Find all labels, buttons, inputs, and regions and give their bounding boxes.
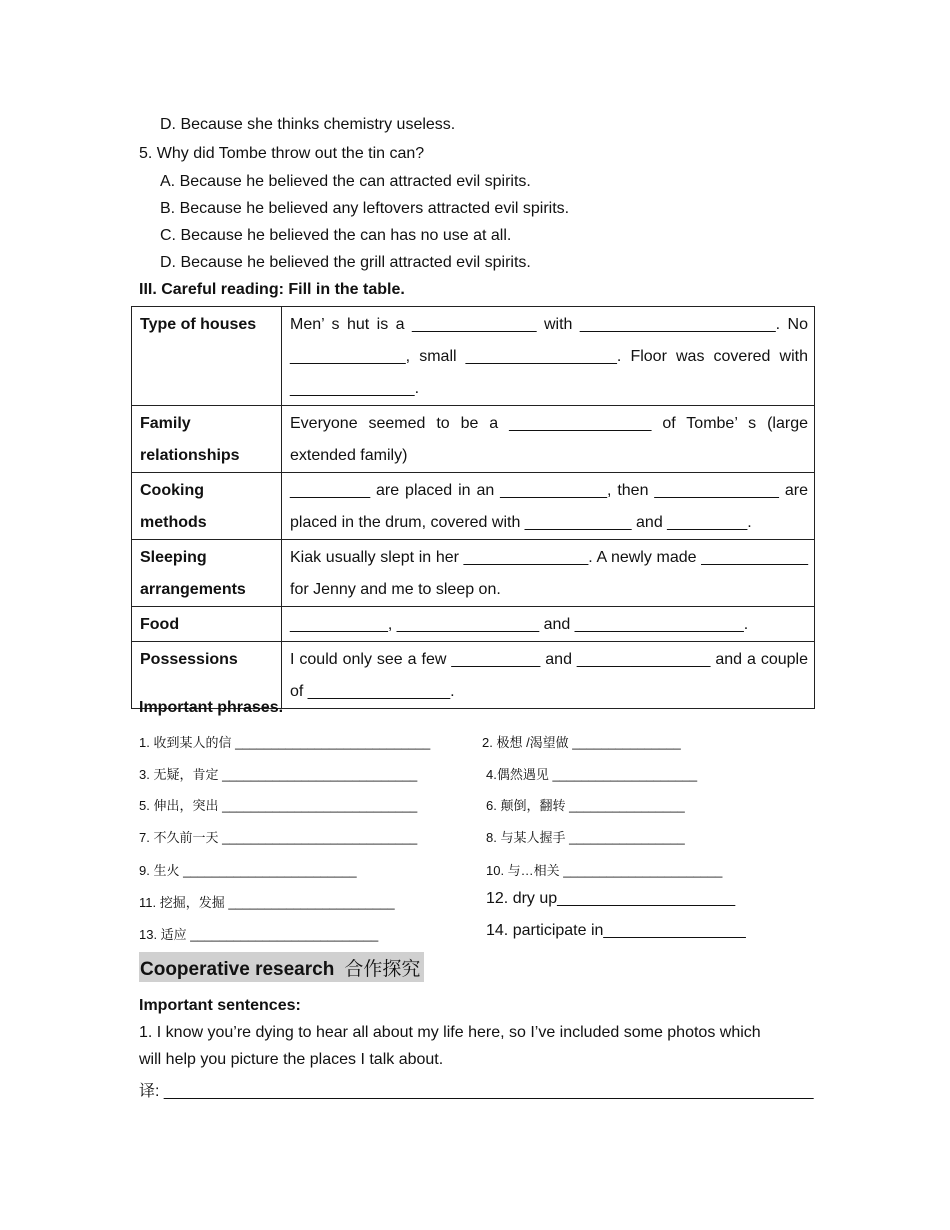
phrase-item: 2. 极想 /渴望做 _______________ [482, 735, 681, 750]
question5-option-b: B. Because he believed any leftovers attracted evil spirits. [160, 200, 570, 217]
phrase-item: 14. participate in________________ [486, 922, 746, 939]
phrases-title: Important phrases. [139, 699, 284, 716]
question5-option-c: C. Because he believed the can has no use at all. [160, 227, 512, 244]
question5-option-a: A. Because he believed the can attracted evil spirits. [160, 173, 531, 190]
row-header: Sleeping arrangements [132, 540, 282, 607]
phrase-item: 1. 收到某人的信 ___________________________ [139, 735, 431, 750]
row-header: Possessions [132, 642, 282, 709]
row-header: Food [132, 607, 282, 642]
phrase-item: 7. 不久前一天 ___________________________ [139, 830, 418, 845]
table-row [132, 473, 815, 540]
row-header: Type of houses [132, 307, 282, 406]
phrase-item: 11. 挖掘，发掘 _______________________ [139, 895, 395, 910]
row-content: I could only see a few __________ and _______________ and a couple of ________________. [282, 642, 815, 709]
sentence1-line1: 1. I know you’re dying to hear all about my life here, so I’ve included some photos which [139, 1024, 761, 1041]
phrase-item: 13. 适应 __________________________ [139, 927, 379, 942]
sentence1-line2: will help you picture the places I talk about. [139, 1051, 444, 1068]
section3-title: III. Careful reading: Fill in the table. [139, 281, 405, 298]
phrase-item: 9. 生火 ________________________ [139, 863, 357, 878]
table-row [132, 607, 815, 642]
question5-prompt: 5. Why did Tombe throw out the tin can? [139, 145, 425, 162]
phrase-item: 5. 伸出，突出 ___________________________ [139, 798, 418, 813]
phrase-item: 12. dry up____________________ [486, 890, 736, 907]
translate-line: 译: _________________________________________________________________________ [139, 1083, 814, 1100]
question4-option-d: D. Because she thinks chemistry useless. [160, 116, 456, 133]
heading-cn: 合作探究 [344, 959, 421, 980]
phrase-item: 4.偶然遇见 ____________________ [486, 767, 698, 782]
row-content: _________ are placed in an ____________, then ______________ are placed in the drum, covered with ____________ and _________. [282, 473, 815, 540]
phrase-item: 10. 与…相关 ______________________ [486, 863, 723, 878]
row-content: Kiak usually slept in her ______________. A newly made ____________ for Jenny and me to sleep on. [282, 540, 815, 607]
row-content: Men’ s hut is a ______________ with ______________________. No _____________, small _________________. Floor was covered with ______________. [282, 307, 815, 406]
sentences-title: Important sentences: [139, 997, 301, 1014]
phrase-item: 3. 无疑，肯定 ___________________________ [139, 767, 418, 782]
table-row [132, 307, 815, 406]
phrase-item: 6. 颠倒，翻转 ________________ [486, 798, 685, 813]
question5-option-d: D. Because he believed the grill attracted evil spirits. [160, 254, 531, 271]
row-header: Cooking methods [132, 473, 282, 540]
row-header: Family relationships [132, 406, 282, 473]
heading-en: Cooperative research [140, 959, 335, 980]
fill-table [131, 306, 815, 709]
phrase-item: 8. 与某人握手 ________________ [486, 830, 685, 845]
cooperative-research-heading [139, 952, 424, 982]
table-row [132, 540, 815, 607]
table-row [132, 406, 815, 473]
row-content: ___________, ________________ and ___________________. [282, 607, 815, 642]
row-content: Everyone seemed to be a ________________ of Tombe’ s (large extended family) [282, 406, 815, 473]
